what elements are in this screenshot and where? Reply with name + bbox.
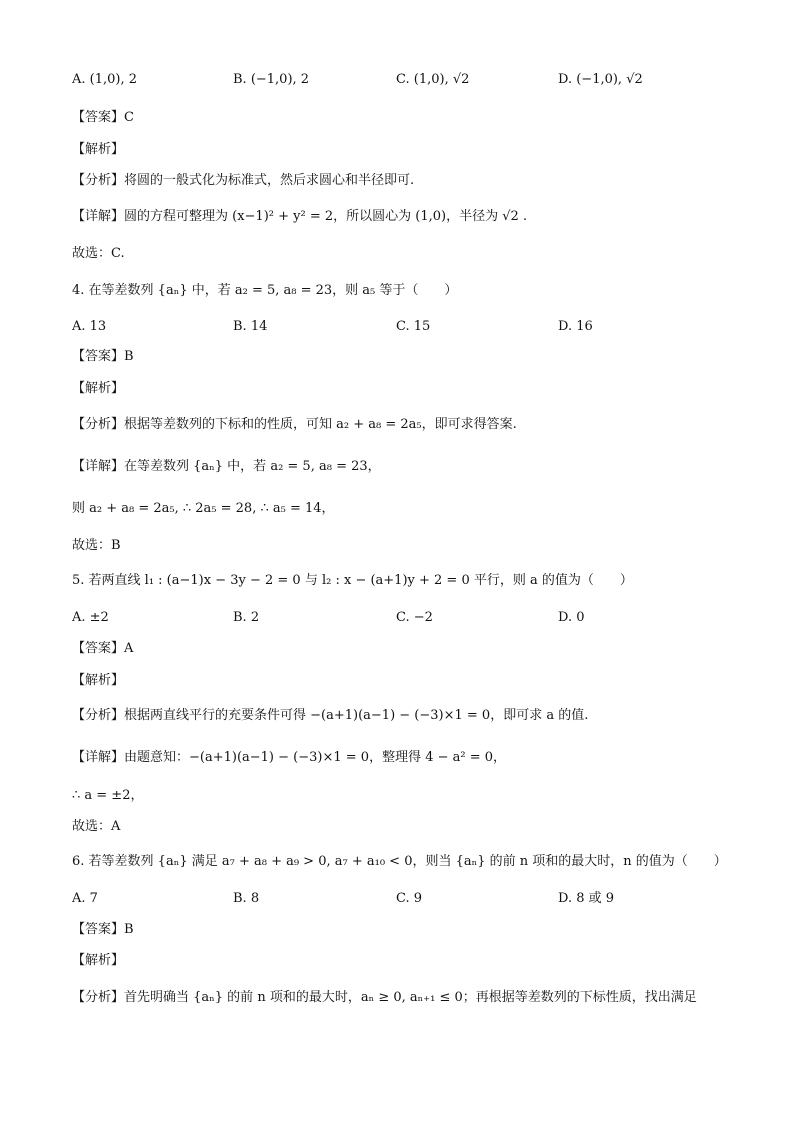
question-line: 4. 在等差数列 {aₙ} 中，若 a₂ = 5, a₈ = 23，则 a₅ 等于（ ）: [72, 283, 458, 298]
option-a: A. 7: [72, 891, 98, 906]
option-c: C. 15: [396, 319, 431, 334]
detail-line: 【详解】圆的方程可整理为 (x−1)² + y² = 2，所以圆心为 (1,0)，半径为 √2 .: [72, 209, 528, 224]
option-b: B. (−1,0), 2: [233, 72, 310, 87]
option-b: B. 2: [233, 610, 260, 625]
option-c: C. 9: [396, 891, 423, 906]
option-a: A. (1,0), 2: [72, 72, 138, 87]
choice-line: 故选：A: [72, 819, 121, 834]
option-c: C. −2: [396, 610, 433, 625]
option-row: [0, 608, 794, 628]
analysis-heading: 【解析】: [72, 673, 125, 688]
option-a: A. 13: [72, 319, 107, 334]
analysis-heading: 【解析】: [72, 381, 125, 396]
text-line: ∴ a = ±2，: [72, 788, 144, 803]
answer-line: 【答案】B: [72, 922, 134, 937]
text-line: 则 a₂ + a₈ = 2a₅, ∴ 2a₅ = 28, ∴ a₅ = 14，: [72, 501, 335, 516]
analysis-heading: 【解析】: [72, 142, 125, 157]
option-row: [0, 889, 794, 909]
answer-line: 【答案】A: [72, 641, 134, 656]
option-a: A. ±2: [72, 610, 109, 625]
question-line: 5. 若两直线 l₁ : (a−1)x − 3y − 2 = 0 与 l₂ : x − (a+1)y + 2 = 0 平行，则 a 的值为（ ）: [72, 573, 633, 588]
option-row: [0, 70, 794, 90]
option-d: D. (−1,0), √2: [558, 72, 643, 87]
analysis-line: 【分析】根据等差数列的下标和的性质，可知 a₂ + a₈ = 2a₅，即可求得答案.: [72, 417, 517, 432]
question-line: 6. 若等差数列 {aₙ} 满足 a₇ + a₈ + a₉ > 0, a₇ + a₁₀ < 0，则当 {aₙ} 的前 n 项和的最大时，n 的值为（ ）: [72, 854, 727, 869]
analysis-line: 【分析】首先明确当 {aₙ} 的前 n 项和的最大时，aₙ ≥ 0, aₙ₊₁ ≤ 0；再根据等差数列的下标性质，找出满足: [72, 990, 697, 1005]
choice-line: 故选：B: [72, 538, 121, 553]
analysis-line: 【分析】将圆的一般式化为标准式，然后求圆心和半径即可.: [72, 173, 415, 188]
analysis-line: 【分析】根据两直线平行的充要条件可得 −(a+1)(a−1) − (−3)×1 = 0，即可求 a 的值.: [72, 708, 589, 723]
choice-line: 故选：C.: [72, 246, 125, 261]
option-c: C. (1,0), √2: [396, 72, 470, 87]
option-d: D. 16: [558, 319, 593, 334]
option-row: [0, 317, 794, 337]
answer-line: 【答案】C: [72, 110, 134, 125]
analysis-heading: 【解析】: [72, 953, 125, 968]
detail-line: 【详解】在等差数列 {aₙ} 中，若 a₂ = 5, a₈ = 23，: [72, 459, 381, 474]
option-d: D. 8 或 9: [558, 891, 615, 906]
option-b: B. 14: [233, 319, 268, 334]
answer-line: 【答案】B: [72, 349, 134, 364]
detail-line: 【详解】由题意知：−(a+1)(a−1) − (−3)×1 = 0，整理得 4 − a² = 0，: [72, 750, 507, 765]
option-b: B. 8: [233, 891, 260, 906]
option-d: D. 0: [558, 610, 585, 625]
